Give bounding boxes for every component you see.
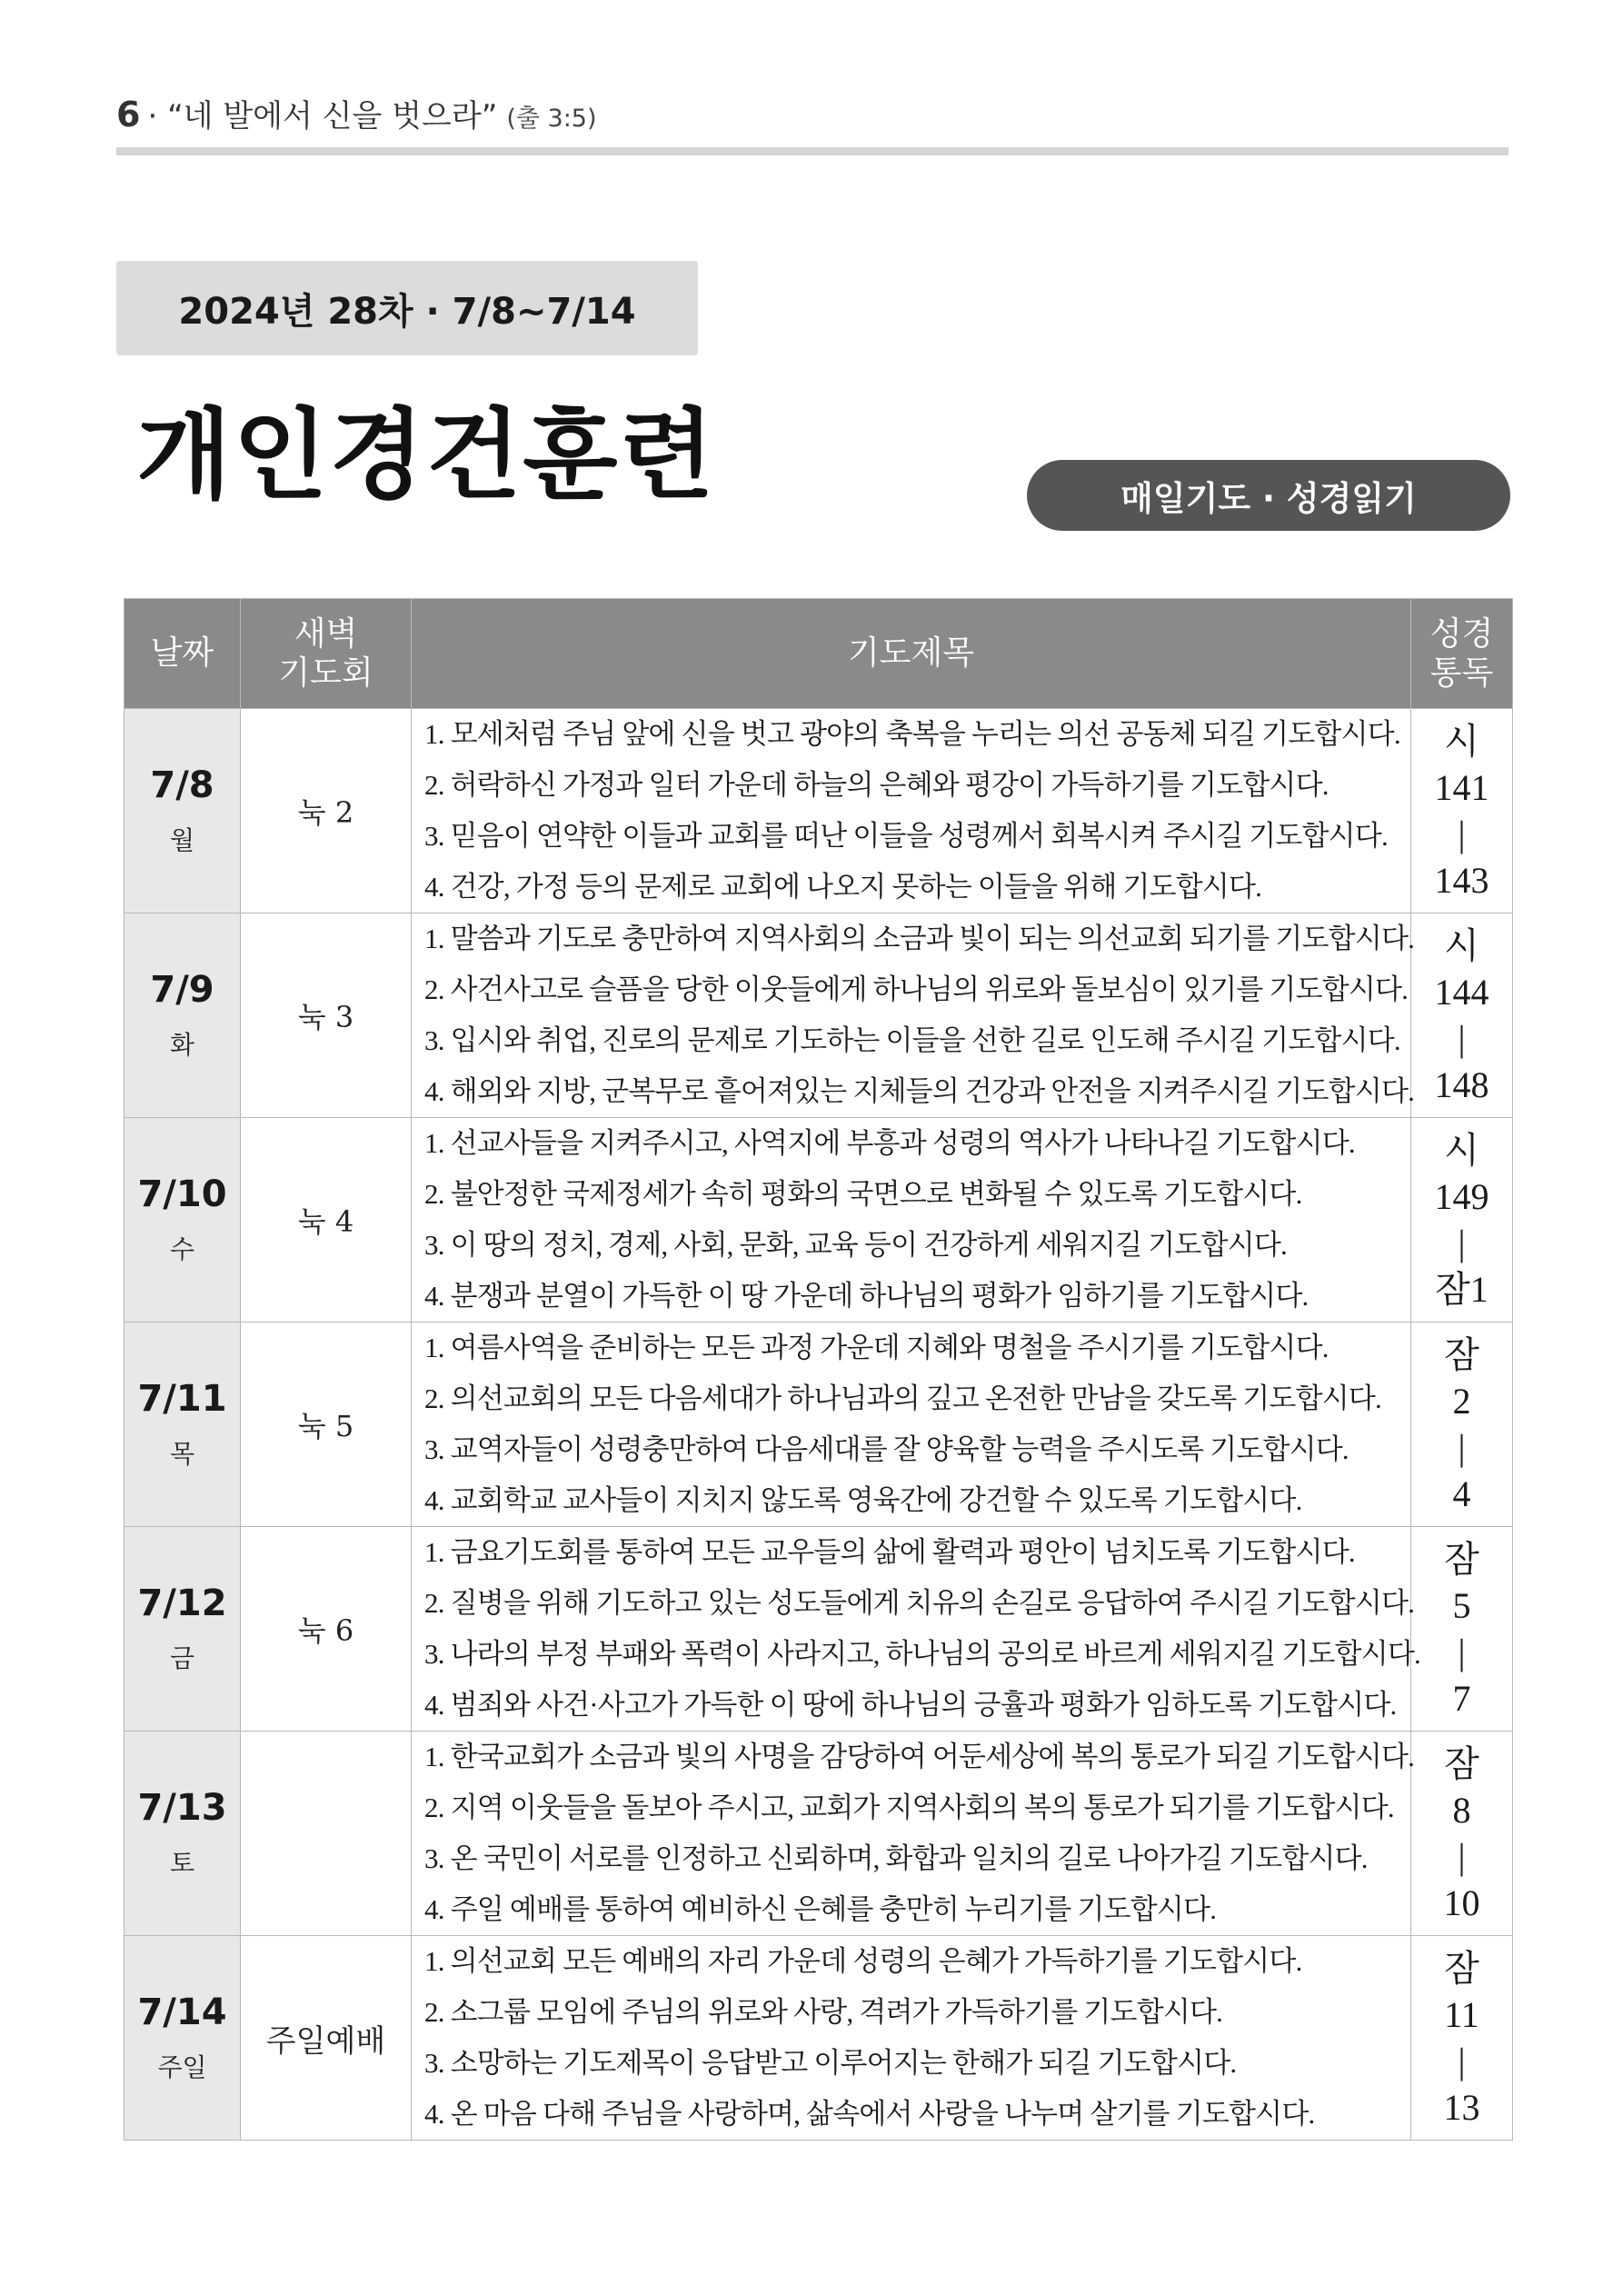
prayer-cell: [412, 1732, 1415, 1936]
date: 7/11: [137, 1378, 227, 1420]
bible-cell: [1411, 1732, 1513, 1936]
prayer-cell: [412, 709, 1411, 913]
weekday: 토: [169, 1848, 195, 1878]
bible-start: 2: [1452, 1381, 1471, 1422]
header-dawn-line1: 새벽: [294, 614, 358, 653]
header-date-label: 날짜: [150, 634, 214, 673]
prayer-item: 2. 지역 이웃들을 돌보아 주시고, 교회가 지역사회의 복의 통로가 되기를 기도합시다.: [424, 1792, 1394, 1823]
prayer-item: 4. 온 마음 다해 주님을 사랑하며, 삶속에서 사랑을 나누며 살기를 기도합시다.: [424, 2098, 1315, 2130]
dawn-cell: 주일예배: [241, 1936, 412, 2141]
prayer-item: 4. 분쟁과 분열이 가득한 이 땅 가운데 하나님의 평화가 임하기를 기도합시다.: [424, 1280, 1309, 1312]
date-cell: [124, 1732, 241, 1936]
bible-separator: |: [1458, 1018, 1466, 1059]
weekday: 화: [169, 1030, 195, 1060]
prayer-item: 3. 믿음이 연약한 이들과 교회를 떠난 이들을 성령께서 회복시켜 주시길 기도합시다.: [424, 820, 1388, 852]
bible-end: 143: [1434, 860, 1489, 901]
bible-cell: [1411, 1527, 1513, 1732]
prayer-item: 1. 말씀과 기도로 충만하여 지역사회의 소금과 빛이 되는 의선교회 되기를 기도합시다.: [424, 923, 1415, 954]
prayer-item: 2. 허락하신 가정과 일터 가운데 하늘의 은혜와 평강이 가득하기를 기도합시다.: [424, 769, 1329, 801]
bible-separator: |: [1458, 1223, 1466, 1263]
date-cell: [124, 913, 241, 1118]
bible-book: 잠: [1444, 1539, 1479, 1580]
prayer-item: 2. 의선교회의 모든 다음세대가 하나님과의 깊고 온전한 만남을 갖도록 기도합시다.: [424, 1383, 1381, 1414]
bible-start: 11: [1444, 1994, 1479, 2035]
prayer-item: 1. 모세처럼 주님 앞에 신을 벗고 광야의 축복을 누리는 의선 공동체 되길 기도합시다.: [424, 718, 1400, 750]
bible-separator: |: [1458, 1836, 1466, 1877]
table-row: [124, 1323, 1513, 1527]
dawn-cell: 눅 6: [241, 1527, 412, 1732]
page-title: 개인경건훈련: [136, 399, 716, 513]
prayer-item: 4. 건강, 가정 등의 문제로 교회에 나오지 못하는 이들을 위해 기도합시다.: [424, 871, 1262, 903]
prayer-item: 3. 교역자들이 성령충만하여 다음세대를 잘 양육할 능력을 주시도록 기도합시다.: [424, 1433, 1349, 1465]
header-bible-line1: 성경: [1429, 614, 1494, 653]
prayer-item: 4. 교회학교 교사들이 지치지 않도록 영육간에 강건할 수 있도록 기도합시다.: [424, 1484, 1302, 1516]
prayer-item: 2. 소그룹 모임에 주님의 위로와 사랑, 격려가 가득하기를 기도합시다.: [424, 1996, 1223, 2028]
header-dawn: [241, 599, 412, 709]
prayer-cell: [412, 1118, 1411, 1323]
prayer-cell: [412, 913, 1415, 1118]
date: 7/12: [137, 1582, 227, 1624]
header-dawn-line2: 기도회: [278, 654, 373, 692]
bible-start: 141: [1434, 767, 1489, 808]
bible-end: 10: [1443, 1882, 1480, 1923]
prayer-item: 4. 해외와 지방, 군복무로 흩어져있는 지체들의 건강과 안전을 지켜주시길 기도합시다.: [424, 1075, 1415, 1107]
prayer-item: 3. 입시와 취업, 진로의 문제로 기도하는 이들을 선한 길로 인도해 주시길 기도합시다.: [424, 1024, 1400, 1056]
table-row: [124, 1118, 1513, 1323]
bible-book: 시: [1444, 1130, 1479, 1171]
page-header: [116, 91, 597, 135]
bible-end: 4: [1452, 1473, 1471, 1514]
prayer-item: 4. 범죄와 사건·사고가 가득한 이 땅에 하나님의 긍휼과 평화가 임하도록 기도합시다.: [424, 1689, 1397, 1721]
bible-book: 시: [1444, 925, 1479, 966]
week-label: 2024년 28차 · 7/8~7/14: [116, 261, 698, 355]
bible-separator: |: [1458, 1632, 1466, 1672]
bible-book: 잠: [1444, 1948, 1479, 1989]
prayer-item: 3. 온 국민이 서로를 인정하고 신뢰하며, 화합과 일치의 길로 나아가길 기도합시다.: [424, 1842, 1368, 1874]
subtitle-pill: 매일기도 · 성경읽기: [1027, 460, 1510, 531]
bible-book: 시: [1444, 721, 1479, 762]
bible-cell: [1411, 913, 1513, 1118]
table-header-row: [124, 599, 1513, 709]
weekday: 금: [169, 1643, 195, 1673]
prayer-item: 2. 질병을 위해 기도하고 있는 성도들에게 치유의 손길로 응답하여 주시길 기도합시다.: [424, 1587, 1415, 1619]
date: 7/13: [137, 1787, 227, 1829]
header-divider: [116, 147, 1508, 155]
date-cell: [124, 709, 241, 913]
weekday: 주일: [157, 2052, 207, 2082]
bible-separator: |: [1458, 1427, 1466, 1468]
bible-book: 잠: [1444, 1334, 1479, 1375]
table-row: [124, 1527, 1513, 1732]
dawn-cell: 눅 3: [241, 913, 412, 1118]
prayer-item: 1. 한국교회가 소금과 빛의 사명을 감당하여 어둔세상에 복의 통로가 되길 기도합시다.: [424, 1741, 1415, 1772]
weekday: 월: [169, 825, 195, 855]
dawn-cell: 눅 2: [241, 709, 412, 913]
date-cell: [124, 1936, 241, 2141]
bible-end: 148: [1434, 1064, 1489, 1105]
prayer-item: 2. 불안정한 국제정세가 속히 평화의 국면으로 변화될 수 있도록 기도합시다.: [424, 1178, 1302, 1210]
header-prayer-label: 기도제목: [847, 634, 975, 673]
table-row: [124, 1936, 1513, 2141]
header-date: [124, 599, 241, 709]
bible-separator: |: [1458, 2041, 1466, 2081]
bible-end: 13: [1443, 2087, 1480, 2128]
prayer-cell: [412, 1527, 1421, 1732]
bible-end: 잠1: [1435, 1269, 1489, 1310]
prayer-cell: [412, 1323, 1411, 1527]
prayer-item: 3. 소망하는 기도제목이 응답받고 이루어지는 한해가 되길 기도합시다.: [424, 2047, 1237, 2079]
dawn-cell: [241, 1732, 412, 1936]
bible-start: 5: [1452, 1585, 1471, 1626]
date: 7/14: [137, 1992, 227, 2033]
table-row: [124, 913, 1513, 1118]
date-cell: [124, 1527, 241, 1732]
date: 7/8: [150, 764, 214, 806]
header-bible: [1411, 599, 1513, 709]
weekday: 수: [169, 1234, 195, 1264]
bible-separator: |: [1458, 814, 1466, 854]
table-row: [124, 1732, 1513, 1936]
table-row: [124, 709, 1513, 913]
header-bible-line2: 통독: [1429, 654, 1494, 692]
prayer-item: 1. 선교사들을 지켜주시고, 사역지에 부흥과 성령의 역사가 나타나길 기도합시다.: [424, 1127, 1355, 1159]
header-verse: · “네 발에서 신을 벗으라”: [147, 98, 498, 135]
prayer-item: 3. 나라의 부정 부패와 폭력이 사라지고, 하나님의 공의로 바르게 세워지길 기도합시다.: [424, 1638, 1421, 1670]
prayer-cell: [412, 1936, 1411, 2141]
date: 7/10: [137, 1173, 227, 1215]
date-cell: [124, 1118, 241, 1323]
bible-end: 7: [1452, 1678, 1471, 1719]
date-cell: [124, 1323, 241, 1527]
page-number: 6: [116, 95, 141, 135]
bible-cell: [1411, 1936, 1513, 2141]
prayer-item: 3. 이 땅의 정치, 경제, 사회, 문화, 교육 등이 건강하게 세워지길 기도합시다.: [424, 1229, 1287, 1261]
bible-book: 잠: [1444, 1743, 1479, 1784]
prayer-schedule-table: [124, 598, 1513, 2141]
header-reference: (출 3:5): [506, 105, 597, 133]
bible-cell: [1411, 1323, 1513, 1527]
bible-cell: [1411, 1118, 1513, 1323]
date: 7/9: [150, 969, 214, 1011]
header-prayer: [412, 599, 1411, 709]
prayer-item: 1. 금요기도회를 통하여 모든 교우들의 삶에 활력과 평안이 넘치도록 기도합시다.: [424, 1536, 1355, 1568]
prayer-item: 1. 여름사역을 준비하는 모든 과정 가운데 지혜와 명철을 주시기를 기도합시다.: [424, 1332, 1329, 1363]
bible-start: 144: [1434, 972, 1489, 1013]
prayer-item: 1. 의선교회 모든 예배의 자리 가운데 성령의 은혜가 가득하기를 기도합시다.: [424, 1945, 1302, 1977]
dawn-cell: 눅 4: [241, 1118, 412, 1323]
bible-start: 8: [1452, 1790, 1471, 1831]
bible-start: 149: [1434, 1176, 1489, 1217]
prayer-item: 4. 주일 예배를 통하여 예비하신 은혜를 충만히 누리기를 기도합시다.: [424, 1893, 1217, 1925]
bible-cell: [1411, 709, 1513, 913]
dawn-cell: 눅 5: [241, 1323, 412, 1527]
weekday: 목: [169, 1439, 195, 1469]
prayer-item: 2. 사건사고로 슬픔을 당한 이웃들에게 하나님의 위로와 돌보심이 있기를 기도합시다.: [424, 973, 1409, 1005]
